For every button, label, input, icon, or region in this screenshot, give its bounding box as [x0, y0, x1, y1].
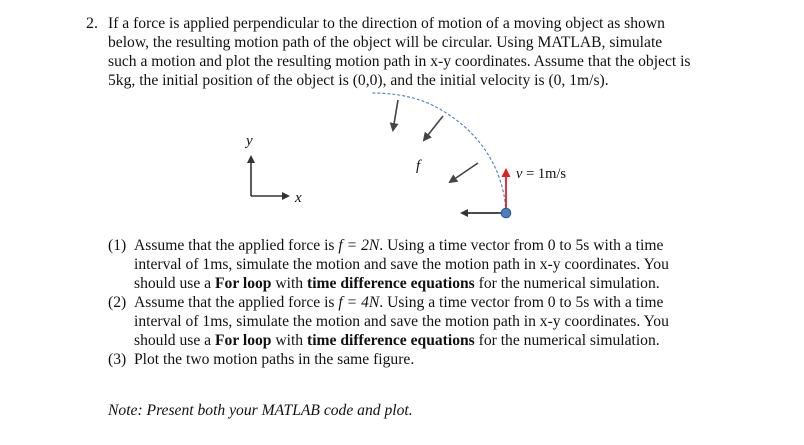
force-label: f: [416, 158, 421, 174]
bold-text: time difference equations: [307, 332, 475, 349]
part-line: [134, 274, 748, 293]
force-arrow: [450, 163, 478, 182]
question-parts: [108, 236, 748, 369]
circular-path: [372, 93, 506, 212]
part-line: [134, 236, 748, 255]
part-number: (3): [108, 351, 127, 368]
bold-text: For loop: [215, 332, 272, 349]
intro-line: If a force is applied perpendicular to the direction of motion of a moving object as shown: [108, 15, 665, 32]
math-var: f: [338, 294, 343, 311]
math-var: f: [338, 237, 343, 254]
part-number: (1): [108, 237, 127, 254]
part-line: interval of 1ms, simulate the motion and save the motion path in x-y coordinates. You: [134, 313, 669, 330]
text-span: Assume that the applied force is: [134, 294, 339, 311]
part-number: (2): [108, 294, 127, 311]
math-val: = 4N: [342, 294, 380, 311]
math-val: = 2N: [342, 237, 380, 254]
part-line: [134, 293, 748, 312]
axis-y-label: y: [246, 133, 253, 149]
velocity-label: [516, 166, 566, 183]
velocity-value: = 1m/s: [522, 166, 567, 182]
text-span: should use a: [134, 275, 215, 292]
text-span: with: [271, 332, 307, 349]
question-number: 2.: [86, 15, 98, 32]
note-text: Note: Present both your MATLAB code and plot.: [108, 402, 413, 419]
intro-line: 5kg, the initial position of the object is (0,0), and the initial velocity is (0, 1m/s).: [108, 72, 609, 89]
part-1: [108, 236, 748, 293]
part-line: interval of 1ms, simulate the motion and save the motion path in x-y coordinates. You: [134, 256, 669, 273]
force-arrow: [424, 116, 443, 140]
intro-line: such a motion and plot the resulting motion path in x-y coordinates. Assume that the object is: [108, 53, 691, 70]
part-2: [108, 293, 748, 350]
question-intro: [108, 14, 723, 90]
velocity-var: v: [516, 166, 523, 182]
moving-object: [501, 208, 511, 218]
text-span: for the numerical simulation.: [474, 275, 660, 292]
intro-line: below, the resulting motion path of the object will be circular. Using MATLAB, simulate: [108, 34, 663, 51]
text-span: Assume that the applied force is: [134, 237, 339, 254]
part-line: [134, 331, 748, 350]
axis-x-label: x: [295, 190, 302, 206]
bold-text: time difference equations: [307, 275, 475, 292]
bold-text: For loop: [215, 275, 272, 292]
text-span: . Using a time vector from 0 to 5s with a time: [379, 294, 664, 311]
text-span: with: [271, 275, 307, 292]
force-arrow: [393, 100, 398, 130]
text-span: for the numerical simulation.: [474, 332, 660, 349]
part-3: [108, 350, 748, 369]
text-span: . Using a time vector from 0 to 5s with a time: [379, 237, 664, 254]
text-span: should use a: [134, 332, 215, 349]
part-line: Plot the two motion paths in the same figure.: [134, 351, 415, 368]
